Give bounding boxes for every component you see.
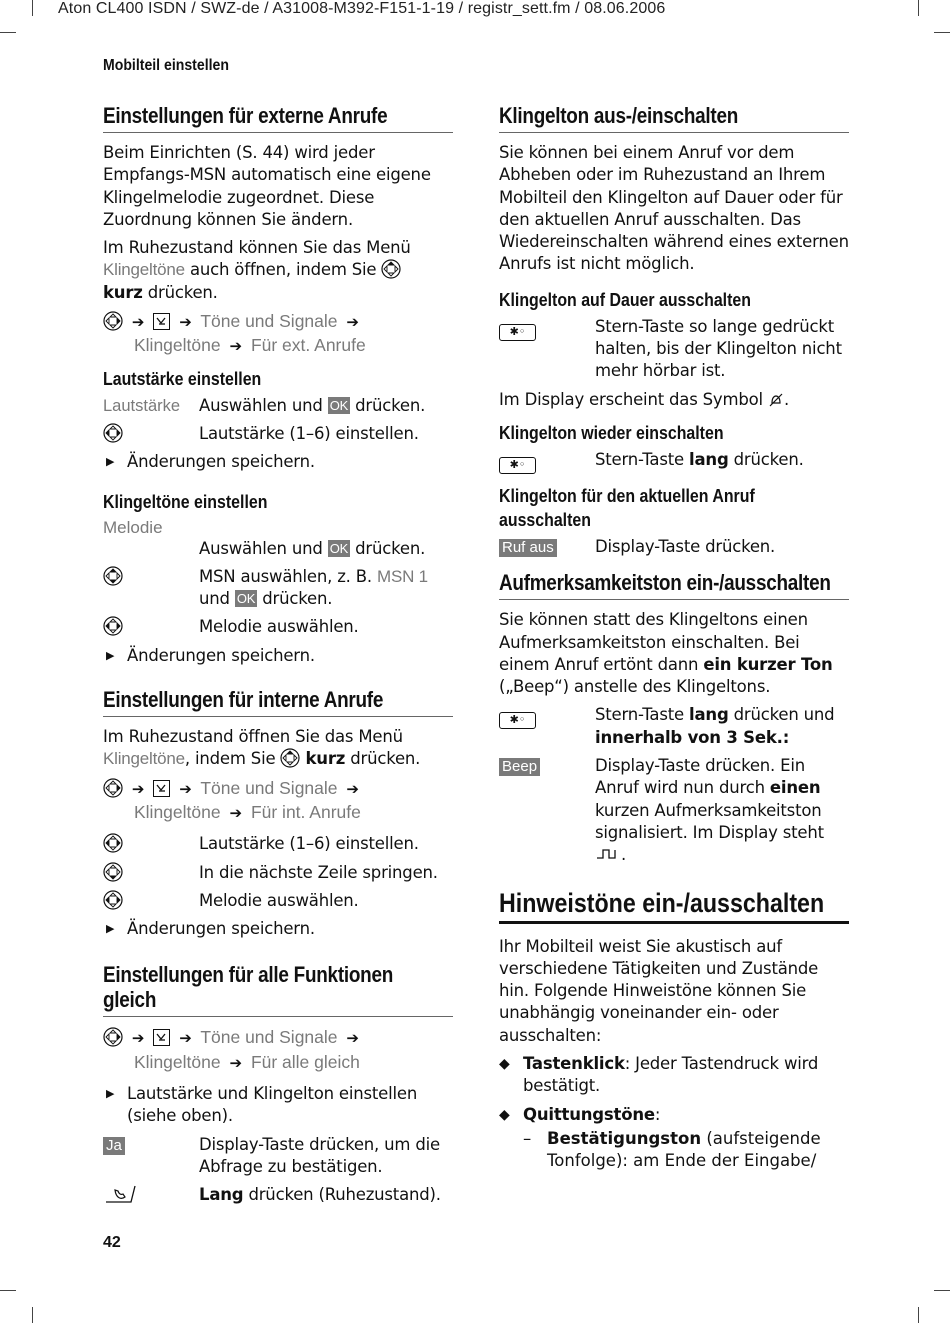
document-header: Aton CL400 ISDN / SWZ-de / A31008-M392-F151-1-19 / registr_sett.fm / 08.06.2006	[58, 0, 666, 17]
arrow-right-icon: ➔	[346, 314, 359, 332]
arrow-right-icon: ➔	[179, 780, 192, 798]
navigation-key-icon	[103, 423, 123, 443]
menu-item: Töne und Signale	[200, 311, 338, 332]
heading-hint-tones: Hinweistöne ein-/ausschalten	[499, 887, 849, 924]
instruction-row: Melodie auswählen.	[103, 616, 453, 638]
menu-item: Klingeltöne	[134, 1051, 221, 1072]
bullet-item: ▶ Änderungen speichern.	[106, 645, 315, 665]
paragraph: Ihr Mobilteil weist Sie akustisch auf verschiedene Tätigkeiten und Zustände hin. Folgende Hinweistöne können Sie unabhängig voneinander ein- oder ausschalten:	[499, 936, 819, 1045]
arrow-right-icon: ➔	[131, 1030, 145, 1048]
paragraph: Beim Einrichten (S. 44) wird jeder Empfangs-MSN automatisch eine eigene Klingelmelodie zugeordnet. Diese Zuordnung können Sie ändern.	[103, 143, 431, 229]
left-column	[103, 103, 453, 1217]
menu-item: Für int. Anrufe	[250, 801, 361, 822]
instruction-row: Lautstärke (1–6) einstellen.	[103, 423, 453, 445]
heading-ringtone-off-permanent: Klingelton auf Dauer ausschalten	[499, 288, 751, 310]
arrow-right-icon: ➔	[131, 780, 145, 798]
right-column	[499, 103, 849, 1173]
navigation-key-icon	[103, 616, 123, 636]
paragraph: Im Ruhezustand öffnen Sie das Menü Klingeltöne, indem Sie kurz drücken.	[103, 727, 421, 769]
instruction-row: ✱◦ Stern-Taste lang drücken und innerhalb von 3 Sek.:	[499, 704, 849, 749]
menu-item: Klingeltöne	[134, 335, 221, 356]
crop-mark	[32, 0, 33, 16]
paragraph: Sie können statt des Klingeltons einen Aufmerksamkeitston einschalten. Bei einem Anruf ertönt dann ein kurzer Ton („Beep“) anstelle des Klingeltons.	[499, 610, 833, 697]
heading-attention-tone: Aufmerksamkeitston ein-/ausschalten	[499, 570, 849, 600]
navigation-key-icon	[103, 778, 123, 798]
arrow-right-icon: ➔	[179, 1030, 192, 1048]
instruction-row: MSN auswählen, z. B. MSN 1 und OK drücken.	[103, 566, 453, 611]
paragraph: Im Display erscheint das Symbol .	[499, 389, 790, 409]
crop-mark	[934, 1290, 950, 1291]
instruction-row: In die nächste Zeile springen.	[103, 862, 453, 884]
heading-external-calls: Einstellungen für externe Anrufe	[103, 103, 453, 133]
ok-key: OK	[236, 591, 256, 607]
heading-ringtones: Klingeltöne einstellen	[103, 490, 268, 512]
navigation-key-icon	[381, 259, 401, 279]
instruction-row: Lautstärke (1–6) einstellen.	[103, 833, 453, 855]
bell-off-icon	[768, 392, 784, 408]
menu-key-icon	[153, 780, 170, 797]
end-call-key-icon	[103, 1184, 137, 1204]
crop-mark	[32, 1307, 33, 1323]
menu-path	[103, 777, 453, 826]
bullet-item: ▶ Lautstärke und Klingelton einstellen (siehe oben).	[106, 1084, 418, 1126]
navigation-key-icon	[103, 566, 123, 586]
section-title: Mobilteil einstellen	[103, 57, 229, 74]
heading-ringtone-onoff: Klingelton aus-/einschalten	[499, 103, 849, 133]
star-key-icon: ✱◦	[499, 324, 536, 341]
menu-name: Klingeltöne	[103, 260, 185, 280]
arrow-right-icon: ➔	[131, 314, 145, 332]
instruction-row: Auswählen und OK drücken.	[199, 538, 426, 558]
msn-name: MSN 1	[376, 566, 428, 586]
star-key-icon: ✱◦	[499, 457, 536, 474]
arrow-right-icon: ➔	[346, 780, 359, 798]
crop-mark	[0, 1290, 16, 1291]
instruction-row: Lautstärke Auswählen und OK drücken.	[103, 395, 453, 417]
menu-item: Töne und Signale	[200, 1027, 338, 1048]
arrow-right-icon: ➔	[346, 1030, 359, 1048]
crop-mark	[918, 1307, 919, 1323]
paragraph: Im Ruhezustand können Sie das Menü Klingeltöne auch öffnen, indem Sie kurz drücken.	[103, 238, 411, 302]
display-entry: Lautstärke	[103, 396, 181, 415]
beep-icon	[595, 846, 621, 862]
arrow-right-icon: ➔	[229, 338, 243, 356]
bullet-item: ◆ Quittungstöne:	[499, 1104, 661, 1124]
arrow-right-icon: ➔	[229, 1054, 243, 1072]
menu-item: Für alle gleich	[250, 1051, 360, 1072]
display-key-ja: Ja	[103, 1137, 125, 1155]
display-key-ruf-aus: Ruf aus	[499, 539, 557, 557]
instruction-row: Melodie auswählen.	[103, 890, 453, 912]
menu-path	[103, 310, 453, 359]
menu-item: Klingeltöne	[134, 801, 221, 822]
navigation-key-icon	[103, 1027, 123, 1047]
paragraph: Sie können bei einem Anruf vor dem Abheben oder im Ruhezustand an Ihrem Mobilteil den Klingelton auf Dauer oder für den aktuellen Anruf ausschalten. Das Wiedereinschalten während eines externen Anrufs ist nicht möglich.	[499, 143, 849, 274]
navigation-key-icon	[280, 748, 300, 768]
navigation-key-icon	[103, 311, 123, 331]
crop-mark	[918, 0, 919, 16]
ok-key: OK	[329, 540, 349, 556]
heading-volume: Lautstärke einstellen	[103, 367, 262, 389]
arrow-right-icon: ➔	[179, 314, 192, 332]
menu-item: Töne und Signale	[200, 777, 338, 798]
heading-all-functions: Einstellungen für alle Funktionen gleich	[103, 962, 453, 1017]
instruction-row: Lang drücken (Ruhezustand).	[103, 1184, 453, 1210]
heading-ringtone-on: Klingelton wieder einschalten	[499, 421, 724, 443]
display-entry: Melodie	[103, 517, 163, 537]
menu-key-icon	[153, 1029, 170, 1046]
navigation-key-icon	[103, 862, 123, 882]
bullet-item: ▶ Änderungen speichern.	[106, 919, 315, 939]
navigation-key-icon	[103, 833, 123, 853]
bullet-item: ◆ Tastenklick: Jeder Tastendruck wird bestätigt.	[499, 1054, 819, 1096]
display-key-beep: Beep	[499, 758, 540, 776]
menu-name: Klingeltöne	[103, 749, 185, 769]
star-key-icon: ✱◦	[499, 712, 536, 729]
crop-mark	[0, 32, 16, 33]
ok-key: OK	[329, 397, 349, 413]
instruction-row: ✱◦ Stern-Taste so lange gedrückt halten, bis der Klingelton nicht mehr hörbar ist.	[499, 316, 849, 383]
menu-item: Für ext. Anrufe	[250, 335, 366, 356]
bullet-item: ▶ Änderungen speichern.	[106, 452, 315, 472]
sub-item: – Bestätigungston (aufsteigende Tonfolge): am Ende der Eingabe/	[523, 1128, 821, 1171]
instruction-row: Ja Display-Taste drücken, um die Abfrage zu bestätigen.	[103, 1134, 453, 1179]
arrow-right-icon: ➔	[229, 804, 243, 822]
menu-key-icon	[153, 313, 170, 330]
page-number: 42	[103, 1234, 121, 1251]
instruction-row: ✱◦ Stern-Taste lang drücken.	[499, 449, 849, 474]
menu-path	[103, 1026, 453, 1075]
heading-internal-calls: Einstellungen für interne Anrufe	[103, 687, 453, 717]
crop-mark	[934, 32, 950, 33]
navigation-key-icon	[103, 890, 123, 910]
heading-ringtone-current-call: Klingelton für den aktuellen Anruf ausschalten	[499, 484, 755, 530]
instruction-row: Ruf aus Display-Taste drücken.	[499, 536, 849, 558]
instruction-row: Beep Display-Taste drücken. Ein Anruf wird nun durch einen kurzen Aufmerksamkeitston signalisiert. Im Display steht .	[499, 755, 849, 866]
